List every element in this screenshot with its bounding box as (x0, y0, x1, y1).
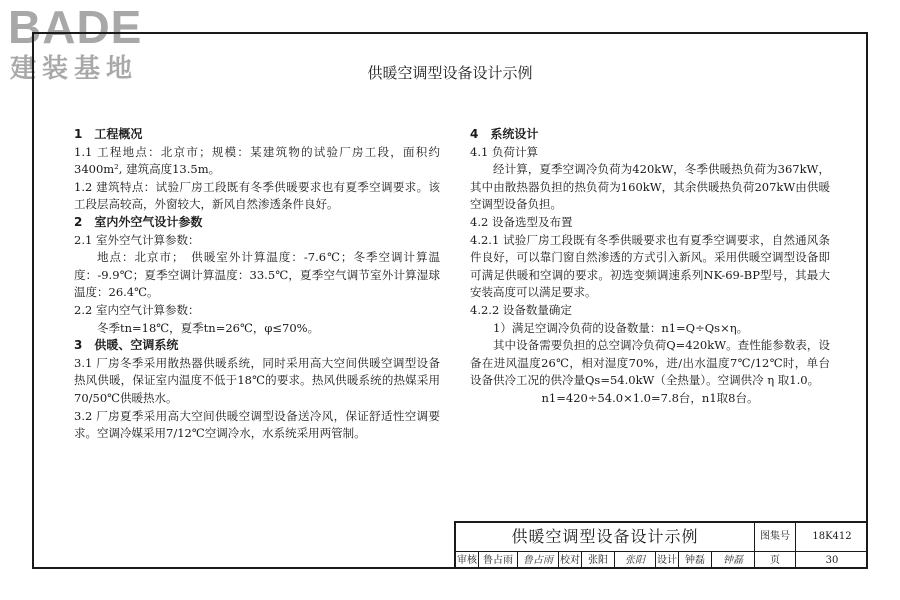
title-block (454, 521, 868, 569)
check-name: 张阳 (588, 555, 608, 566)
page-label: 页 (770, 555, 780, 566)
section-heading: 2 室内外空气设计参数 (74, 214, 203, 229)
left-column (74, 126, 440, 443)
paragraph: 1）满足空调冷负荷的设备数量：n1=Q÷Qs×η。 (493, 320, 749, 335)
check-signature: 张阳 (625, 555, 645, 566)
paragraph: 4.1 负荷计算 (470, 144, 538, 159)
section-heading: 4 系统设计 (470, 127, 539, 141)
review-signature: 鲁占雨 (523, 555, 553, 566)
design-signature: 钟磊 (723, 555, 743, 566)
design-name: 钟磊 (685, 555, 705, 566)
paragraph: 4.2 设备选型及布置 (470, 214, 573, 229)
paragraph: n1=420÷54.0×1.0=7.8台，n1取8台。 (541, 390, 759, 405)
right-column (470, 126, 830, 408)
paragraph: 3.1 厂房冬季采用散热器供暖系统，同时采用高大空间供暖空调型设备热风供暖，保证室内温度不低于18℃的要求。热风供暖系统的热媒采用70/50℃供暖热水。 (74, 355, 440, 405)
check-label: 校对 (560, 555, 580, 566)
title-block-title: 供暖空调型设备设计示例 (456, 523, 755, 551)
design-label: 设计 (657, 555, 677, 566)
paragraph: 经计算，夏季空调冷负荷为420kW，冬季供暖热负荷为367kW，其中由散热器负担的热负荷为160kW，其余供暖热负荷207kW由供暖空调型设备负担。 (470, 162, 830, 212)
paragraph: 1.2 建筑特点：试验厂房工段既有冬季供暖要求也有夏季空调要求。该工段层高较高，外窗较大，新风自然渗透条件良好。 (74, 179, 440, 212)
review-label: 审核 (457, 555, 477, 566)
paragraph: 冬季tn=18℃，夏季tn=26℃，φ≤70%。 (97, 320, 320, 335)
logo-subtitle: 建装基地 (10, 54, 139, 84)
paragraph: 2.2 室内空气计算参数： (74, 302, 200, 317)
paragraph: 1.1 工程地点：北京市；规模：某建筑物的试验厂房工段，面积约3400m², 建筑高度13.5m。 (74, 144, 440, 177)
paragraph: 4.2.1 试验厂房工段既有冬季供暖要求也有夏季空调要求，自然通风条件良好，可以靠门窗自然渗透的方式引入新风。采用供暖空调型设备即可满足供暖和空调的要求。初选变频调速系列NK-69-BP型号，其最大安装高度可以满足要求。 (470, 232, 830, 300)
page-title: 供暖空调型设备设计示例 (367, 64, 533, 82)
paragraph: 2.1 室外空气计算参数： (74, 232, 200, 247)
paragraph: 4.2.2 设备数量确定 (470, 302, 572, 317)
paragraph: 地点：北京市； 供暖室外计算温度：-7.6℃；冬季空调计算温度：-9.9℃；夏季空调计算温度：33.5℃，夏季空气调节室外计算湿球温度：26.4℃。 (74, 250, 440, 300)
page-number: 30 (825, 555, 839, 566)
review-name: 鲁占雨 (483, 555, 513, 566)
section-heading: 3 供暖、空调系统 (74, 338, 179, 353)
paragraph: 3.2 厂房夏季采用高大空间供暖空调型设备送冷风，保证舒适性空调要求。空调冷媒采用7/12℃空调冷水，水系统采用两管制。 (74, 408, 440, 441)
section-heading: 1 工程概况 (74, 127, 143, 141)
paragraph: 其中设备需要负担的总空调冷负荷Q=420kW。查性能参数表，设备在进风温度26℃，相对湿度70%，进/出水温度7℃/12℃时，单台设备供冷工况的供冷量Qs=54.0kW（全热量）。空调供冷 η 取1.0。 (470, 338, 830, 388)
atlas-number: 18K412 (812, 531, 852, 542)
atlas-label: 图集号 (760, 531, 790, 542)
logo-wordmark: BADE (8, 1, 143, 53)
